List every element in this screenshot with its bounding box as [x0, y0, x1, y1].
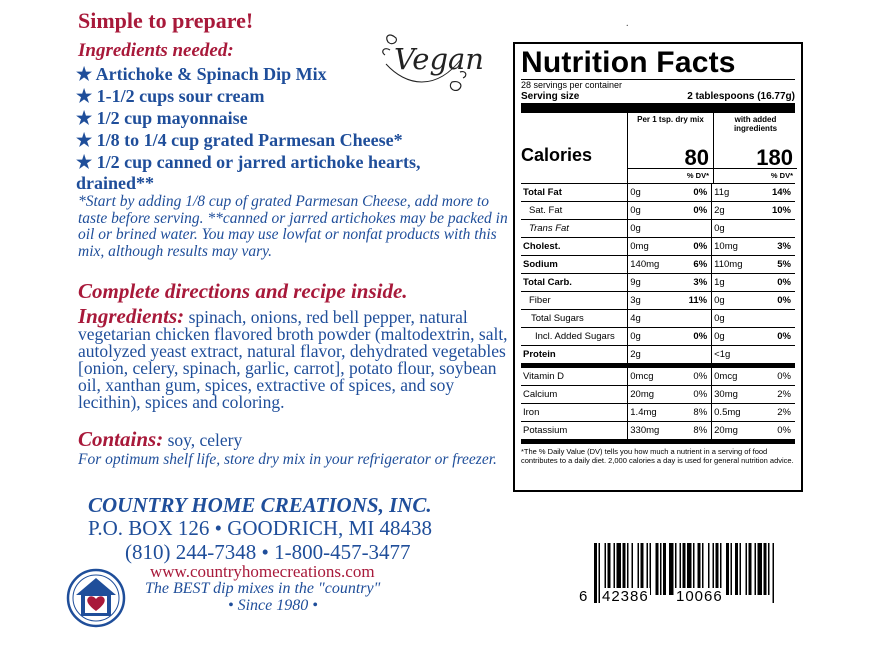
nutrient-dv-prepared: 10% [758, 202, 796, 220]
company-website: www.countryhomecreations.com [150, 562, 375, 581]
table-row [521, 328, 795, 346]
nutrient-amount-dry: 0mg [628, 238, 674, 256]
nutrient-amount-dry: 4g [628, 310, 674, 328]
nutrient-name: Total Fat [521, 184, 628, 202]
nutrient-dv-dry: 8% [674, 422, 712, 440]
nutrient-dv-prepared: 0% [758, 328, 796, 346]
nutrition-facts-panel [513, 42, 803, 492]
nutrient-name: Protein [521, 346, 628, 366]
table-row [521, 220, 795, 238]
column-header-added-ingredients: with added ingredients [733, 115, 778, 133]
calories-with-ingredients: 180 [756, 145, 793, 170]
servings-per-container: 28 servings per container [521, 80, 623, 90]
nutrient-dv-prepared: 0% [758, 422, 796, 440]
table-row [521, 404, 795, 422]
nutrient-amount-dry: 20mg [628, 386, 674, 404]
barcode-bar [773, 543, 775, 603]
nutrient-amount-prepared: 2g [712, 202, 758, 220]
nutrient-amount-prepared: 11g [712, 184, 758, 202]
nutrient-dv-prepared [758, 220, 796, 238]
ingredients-text: spinach, onions, red bell pepper, natural vegetarian chicken flavored broth powder (maltodextrin, salt, autolyzed yeast extract, natural flavor, dehydrated vegetables [onion, celery, spinach, garlic, carrot], potato flour, soybean oil, xanthan gum, spices, extractive of spices, and soy lecithin), spices and coloring. [78, 307, 508, 412]
nutrient-dv-dry [674, 310, 712, 328]
column-header-dry-mix: Per 1 tsp. dry mix [637, 115, 704, 124]
barcode-bar [669, 543, 674, 595]
directions-callout: Complete directions and recipe inside. [78, 279, 408, 303]
contains-label: Contains: [78, 427, 164, 451]
nutrient-name: Incl. Added Sugars [521, 328, 628, 346]
nutrient-name: Sodium [521, 256, 628, 274]
nutrient-dv-prepared: 5% [758, 256, 796, 274]
title: Simple to prepare! [78, 8, 254, 33]
nutrient-dv-dry: 0% [674, 328, 712, 346]
nutrient-amount-dry: 2g [628, 346, 674, 366]
vegan-label: Vegan [394, 42, 484, 76]
barcode-bar [660, 543, 662, 595]
serving-size-label: Serving size [521, 91, 580, 102]
barcode-bar [749, 543, 752, 595]
table-row [521, 310, 795, 328]
barcode-bar [650, 543, 652, 595]
nutrient-dv-dry: 8% [674, 404, 712, 422]
nutrient-name: Total Sugars [521, 310, 628, 328]
nutrient-dv-dry: 3% [674, 274, 712, 292]
barcode-bar [731, 543, 733, 595]
nutrient-amount-dry: 330mg [628, 422, 674, 440]
tagline: The BEST dip mixes in the "country" [145, 580, 381, 597]
list-item: ★ Artichoke & Spinach Dip Mix [76, 64, 327, 84]
table-row [521, 346, 795, 366]
table-row [521, 256, 795, 274]
nutrient-dv-prepared: 2% [758, 404, 796, 422]
nutrient-name: Trans Fat [521, 220, 628, 238]
nutrient-amount-dry: 0mcg [628, 366, 674, 386]
nutrient-dv-prepared [758, 310, 796, 328]
dv-header: % DV* [628, 168, 713, 183]
nutrient-amount-dry: 0g [628, 220, 674, 238]
nutrient-amount-prepared: 0g [712, 292, 758, 310]
nutrient-amount-prepared: 0g [712, 220, 758, 238]
nutrient-dv-prepared: 0% [758, 274, 796, 292]
nutrient-dv-prepared: 14% [758, 184, 796, 202]
table-row [521, 366, 795, 386]
calories-dry-mix: 80 [684, 145, 709, 170]
table-row [521, 292, 795, 310]
table-row [521, 238, 795, 256]
ingredients-statement [78, 304, 508, 412]
nutrient-amount-prepared: 110mg [712, 256, 758, 274]
nutrient-dv-dry: 0% [674, 366, 712, 386]
nutrition-title: Nutrition Facts [521, 46, 736, 79]
table-row [521, 202, 795, 220]
nutrient-dv-prepared: 2% [758, 386, 796, 404]
nutrient-dv-dry: 11% [674, 292, 712, 310]
list-item: ★ 1/8 to 1/4 cup grated Parmesan Cheese* [76, 130, 403, 150]
calories-label: Calories [521, 145, 593, 165]
nutrient-amount-prepared: 0mcg [712, 366, 758, 386]
house-heart-icon [66, 568, 126, 628]
nutrient-amount-prepared: 0g [712, 328, 758, 346]
nutrient-amount-prepared: 10mg [712, 238, 758, 256]
nutrient-amount-prepared: 20mg [712, 422, 758, 440]
dv-header: % DV* [714, 168, 797, 183]
nutrient-dv-prepared: 0% [758, 292, 796, 310]
nutrient-dv-dry: 6% [674, 256, 712, 274]
nutrient-amount-dry: 0g [628, 328, 674, 346]
upc-right-group: 10066 [676, 588, 723, 605]
nutrient-amount-dry: 9g [628, 274, 674, 292]
barcode-bar [768, 543, 770, 595]
company-name: COUNTRY HOME CREATIONS, INC. [88, 493, 432, 517]
preparation-note: *Start by adding 1/8 cup of grated Parmesan Cheese, add more to taste before serving. **canned or jarred artichokes may be packed in oil or brined water. You may use lowfat or nonfat products with this mix, although results may vary. [78, 193, 508, 260]
nutrient-dv-dry [674, 346, 712, 366]
nutrient-dv-dry [674, 220, 712, 238]
nutrient-dv-prepared: 0% [758, 366, 796, 386]
ingredients-label: Ingredients: [78, 304, 185, 328]
table-row [521, 422, 795, 440]
nutrient-dv-dry: 0% [674, 386, 712, 404]
nutrient-name: Calcium [521, 386, 628, 404]
barcode-bar [726, 543, 729, 595]
contains-text: soy, celery [167, 430, 243, 450]
nutrient-dv-dry: 0% [674, 184, 712, 202]
vegan-leaf-icon [376, 28, 484, 98]
nutrient-dv-dry: 0% [674, 238, 712, 256]
storage-note: For optimum shelf life, store dry mix in your refrigerator or freezer. [78, 451, 497, 468]
serving-size-row [521, 90, 795, 103]
ingredients-needed-heading: Ingredients needed: [78, 40, 234, 61]
nutrient-amount-dry: 140mg [628, 256, 674, 274]
calories-section [521, 113, 795, 183]
nutrient-name: Sat. Fat [521, 202, 628, 220]
nutrient-amount-prepared: 1g [712, 274, 758, 292]
nutrient-name: Vitamin D [521, 366, 628, 386]
allergen-statement [78, 427, 242, 452]
company-address: P.O. BOX 126 • GOODRICH, MI 48438 [88, 516, 432, 540]
serving-size-value: 2 tablespoons (16.77g) [687, 91, 795, 102]
stray-mark: . [626, 18, 629, 29]
since-year: • Since 1980 • [228, 597, 318, 614]
barcode-bar [740, 543, 742, 595]
upc-first-digit: 6 [579, 588, 588, 605]
list-item: ★ 1/2 cup canned or jarred artichoke hearts, drained** [76, 152, 421, 193]
daily-value-footnote: *The % Daily Value (DV) tells you how much a nutrient in a serving of food contributes to a daily diet. 2,000 calories a day is used for general nutrition advice. [521, 439, 795, 465]
nutrient-amount-dry: 1.4mg [628, 404, 674, 422]
barcode-bar [735, 543, 738, 595]
barcode-bar [764, 543, 767, 595]
barcode-bar [656, 543, 659, 595]
nutrient-amount-dry: 0g [628, 202, 674, 220]
table-row [521, 274, 795, 292]
nutrient-amount-dry: 0g [628, 184, 674, 202]
nutrient-name: Iron [521, 404, 628, 422]
nutrient-name: Potassium [521, 422, 628, 440]
nutrient-table [521, 183, 795, 439]
table-row [521, 184, 795, 202]
nutrient-amount-prepared: 0.5mg [712, 404, 758, 422]
upc-left-group: 42386 [602, 588, 649, 605]
nutrient-amount-dry: 3g [628, 292, 674, 310]
nutrient-amount-prepared: 30mg [712, 386, 758, 404]
barcode-bar [663, 543, 666, 595]
list-item: ★ 1/2 cup mayonnaise [76, 108, 248, 128]
nutrient-dv-dry: 0% [674, 202, 712, 220]
table-row [521, 386, 795, 404]
barcode-bar [594, 543, 597, 603]
nutrient-dv-prepared: 3% [758, 238, 796, 256]
list-item: ★ 1-1/2 cups sour cream [76, 86, 265, 106]
company-phone: (810) 244-7348 • 1-800-457-3477 [125, 540, 411, 564]
nutrient-amount-prepared: <1g [712, 346, 758, 366]
barcode-bar [758, 543, 763, 595]
nutrient-name: Cholest. [521, 238, 628, 256]
barcode-bar [599, 543, 601, 603]
nutrient-dv-prepared [758, 346, 796, 366]
nutrient-name: Total Carb. [521, 274, 628, 292]
barcode-bar [746, 543, 748, 595]
nutrient-amount-prepared: 0g [712, 310, 758, 328]
nutrient-name: Fiber [521, 292, 628, 310]
barcode-bar [755, 543, 757, 595]
